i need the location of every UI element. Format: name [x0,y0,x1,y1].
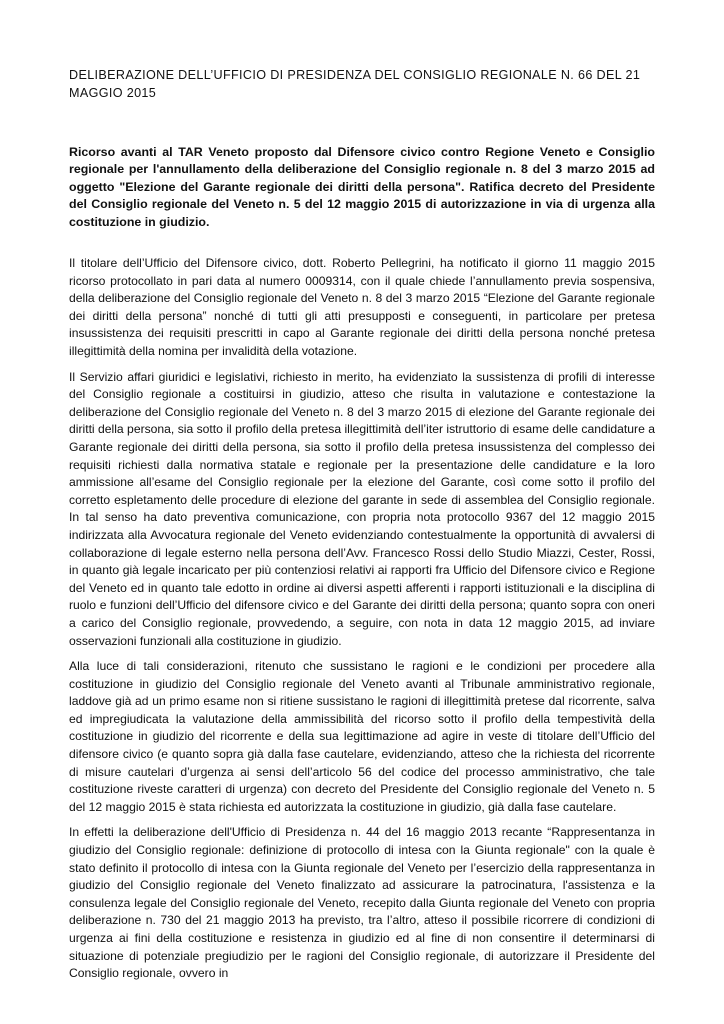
document-title: DELIBERAZIONE DELL’UFFICIO DI PRESIDENZA DEL CONSIGLIO REGIONALE N. 66 DEL 21 MAGGIO 2015 [69,68,641,100]
body-paragraph: In effetti la deliberazione dell'Ufficio di Presidenza n. 44 del 16 maggio 2013 recante “Rappresentanza in giudizio del Consiglio regionale: definizione di protocollo di intesa con la Giunta regionale" con la quale è stato definito il protocollo di intesa con la Giunta regionale del Veneto per l’esercizio della rappresentanza in giudizio del Consiglio regionale del Veneto finalizzato ad assicurare la patrocinatura, l'assistenza e la consulenza legale del Consiglio regionale del Veneto, recepito dalla Giunta regionale del Veneto con propria deliberazione n. 730 del 21 maggio 2013 ha previsto, tra l’altro, atteso il possibile ricorrere di condizioni di urgenza ai fini della costituzione e resistenza in giudizio ed al fine di non consentire il determinarsi di situazione di potenziale pregiudizio per le ragioni del Consiglio regionale, di autorizzare il Presidente del Consiglio regionale, ovvero in [69,825,655,981]
body-paragraph: Il titolare dell’Ufficio del Difensore civico, dott. Roberto Pellegrini, ha notificato il giorno 11 maggio 2015 ricorso protocollato in pari data al numero 0009314, con il quale chiede l’annullamento previa sospensiva, della deliberazione del Consiglio regionale del Veneto n. 8 del 3 marzo 2015 “Elezione del Garante regionale dei diritti della persona” nonché di tutti gli atti presupposti e conseguenti, in particolare per pretesa insussistenza dei requisiti prescritti in capo al Garante regionale dei diritti della persona nonché pretesa illegittimità della nomina per invalidità della votazione. [69,256,655,358]
body-paragraph: Alla luce di tali considerazioni, ritenuto che sussistano le ragioni e le condizioni per procedere alla costituzione in giudizio del Consiglio regionale del Veneto avanti al Tribunale amministrativo regionale, laddove già ad un primo esame non si ritiene sussistano le ragioni di illegittimità pretese dal ricorrente, salva ed impregiudicata la valutazione della ammissibilità del ricorso sotto il profilo della tempestività della costituzione in giudizio del ricorrente e della sua legittimazione ad agire in veste di titolare dell’Ufficio del difensore civico (e quanto sopra già dalla fase cautelare, evidenziando, atteso che la richiesta del ricorrente di misure cautelari d’urgenza ai sensi dell’articolo 56 del codice del processo amministrativo, che tale costituzione riveste caratteri di urgenza) con decreto del Presidente del Consiglio regionale del Veneto n. 5 del 12 maggio 2015 è stata richiesta ed autorizzata la costituzione in giudizio, già dalla fase cautelare. [69,659,655,814]
document-body [69,255,655,983]
document-page [69,66,655,991]
document-subject: Ricorso avanti al TAR Veneto proposto dal Difensore civico contro Regione Veneto e Consiglio regionale per l'annullamento della deliberazione del Consiglio regionale n. 8 del 3 marzo 2015 ad oggetto "Elezione del Garante regionale dei diritti della persona". Ratifica decreto del Presidente del Consiglio regionale del Veneto n. 5 del 12 maggio 2015 di autorizzazione in via di urgenza alla costituzione in giudizio. [69,145,655,229]
body-paragraph: Il Servizio affari giuridici e legislativi, richiesto in merito, ha evidenziato la sussistenza di profili di interesse del Consiglio regionale a costituirsi in giudizio, atteso che risulta in valutazione e contestazione la deliberazione del Consiglio regionale del Veneto n. 8 del 3 marzo 2015 di elezione del Garante regionale dei diritti della persona, sia sotto il profilo della pretesa illegittimità dell’iter istruttorio di esame delle candidature a Garante regionale dei diritti della persona, sia sotto il profilo della pretesa insussistenza del complesso dei requisiti richiesti dalla normativa statale e regionale per la presentazione delle candidature e la loro ammissione all’esame del Consiglio regionale per la elezione del Garante, così come sotto il profilo del corretto espletamento delle procedure di elezione del garante in sede di assemblea del Consiglio regionale. In tal senso ha dato preventiva comunicazione, con propria nota protocollo 9367 del 12 maggio 2015 indirizzata alla Avvocatura regionale del Veneto evidenziando contestualmente la opportunità di avvalersi di collaborazione di legale esterno nella persona dell’Avv. Francesco Rossi dello Studio Miazzi, Cester, Rossi, in quanto già legale incaricato per più contenziosi relativi ai rapporti fra Ufficio del Difensore civico e Regione del Veneto ed in quanto tale edotto in ordine ai diversi aspetti afferenti i rapporti istituzionali e la disciplina di ruolo e funzioni dell’Ufficio del difensore civico e del Garante dei diritti della persona; quanto sopra con oneri a carico del Consiglio regionale, provvedendo, a seguire, con nota in data 12 maggio 2015, ad inviare osservazioni funzionali alla costituzione in giudizio. [69,369,655,648]
